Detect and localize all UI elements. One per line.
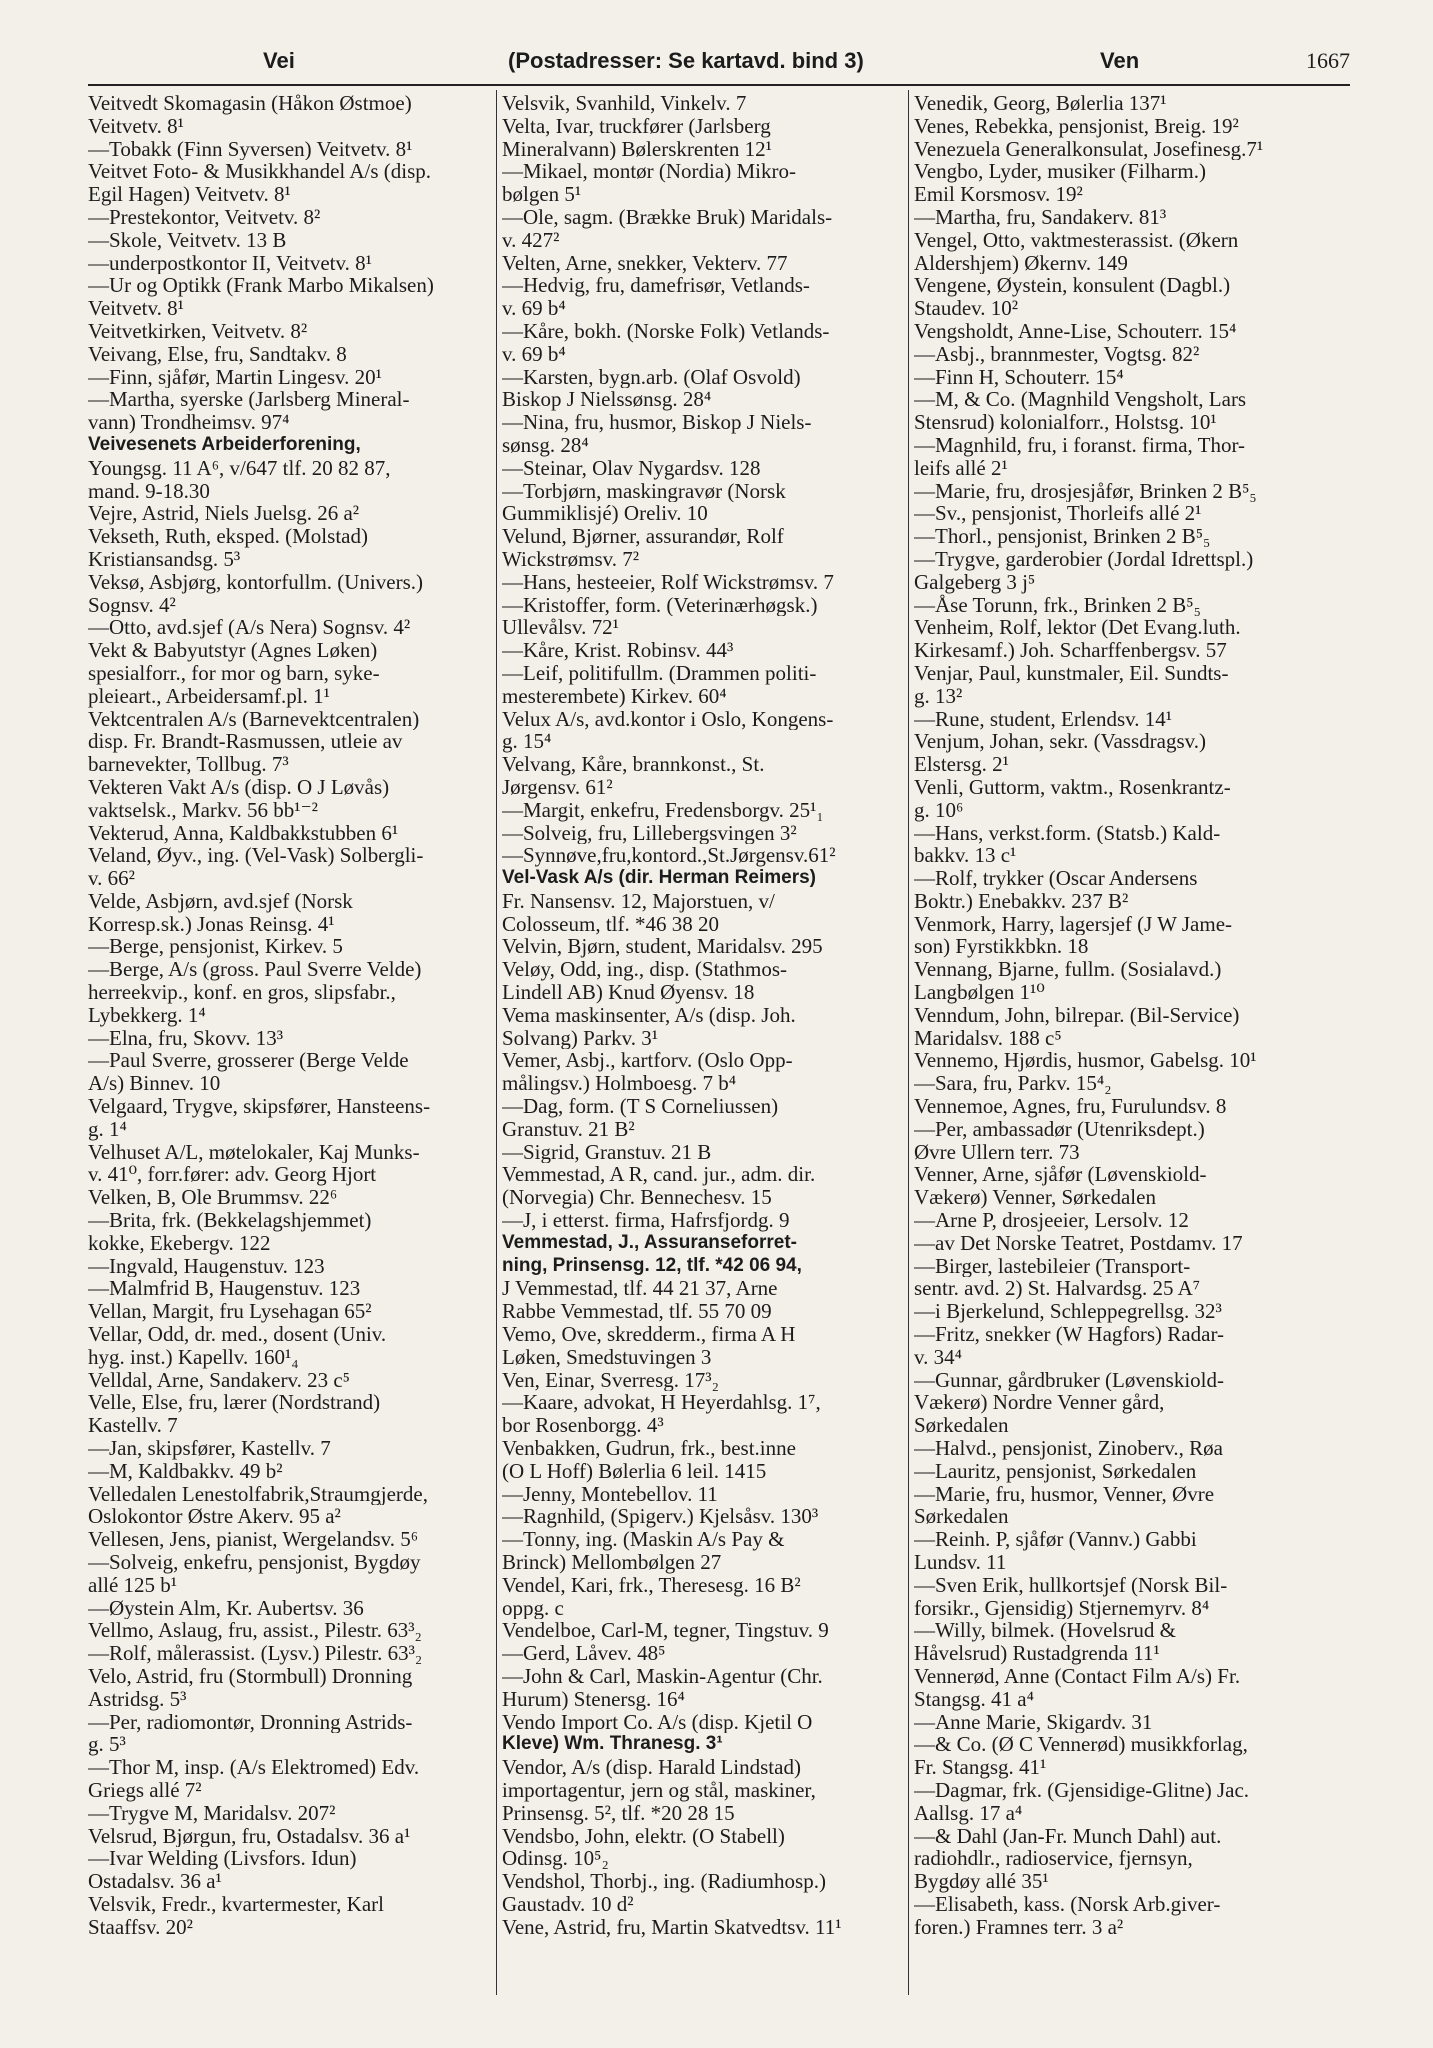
directory-entry-line: —Martha, fru, Sandakerv. 81³	[914, 205, 1167, 229]
directory-entry-line: ning, Prinsensg. 12, tlf. *42 06 94,	[502, 1254, 802, 1276]
directory-entry-line: —Thorl., pensjonist, Brinken 2 B⁵₅	[914, 525, 1211, 548]
directory-entry-line: Øvre Ullern terr. 73	[914, 1140, 1080, 1164]
directory-entry-line: g. 13²	[914, 684, 963, 708]
directory-entry-line: —M, Kaldbakkv. 49 b²	[88, 1459, 283, 1483]
directory-entry-line: Egil Hagen) Veitvetv. 8¹	[88, 183, 291, 206]
header-note: (Postadresser: Se kartavd. bind 3)	[508, 48, 864, 73]
directory-entry-line: Velo, Astrid, fru (Stormbull) Dronning	[88, 1664, 413, 1688]
directory-entry-line: Veitvet Foto- & Musikkhandel A/s (disp.	[88, 160, 431, 184]
directory-entry-line: Oslokontor Østre Akerv. 95 a²	[88, 1505, 341, 1529]
directory-entry-line: Velde, Asbjørn, avd.sjef (Norsk	[88, 889, 353, 913]
directory-entry-line: Gaustadv. 10 d²	[502, 1892, 634, 1916]
directory-entry-line: Vendor, A/s (disp. Harald Lindstad)	[502, 1756, 801, 1779]
directory-entry-line: v. 41⁰, forr.fører: adv. Georg Hjort	[88, 1163, 377, 1187]
directory-entry-line: Galgeberg 3 j⁵	[914, 570, 1036, 594]
directory-entry-line: Veland, Øyv., ing. (Vel-Vask) Solbergli-	[88, 844, 424, 868]
directory-entry-line: Velgaard, Trygve, skipsfører, Hansteens-	[88, 1095, 431, 1118]
directory-entry-line: —Margit, enkefru, Fredensborgv. 25¹₁	[502, 798, 824, 822]
directory-entry-line: A/s) Binnev. 10	[88, 1072, 221, 1096]
directory-entry-line: leifs allé 2¹	[914, 456, 1008, 480]
column-divider	[908, 90, 909, 1995]
directory-entry-line: —& Co. (Ø C Vennerød) musikkforlag,	[914, 1733, 1248, 1757]
directory-entry-line: Venezuela Generalkonsulat, Josefinesg.7¹	[914, 137, 1264, 161]
directory-entry-line: Hurum) Stenersg. 16⁴	[502, 1687, 685, 1711]
directory-entry-line: —underpostkontor II, Veitvetv. 8¹	[88, 251, 372, 275]
directory-entry-line: son) Fyrstikkbkn. 18	[914, 935, 1089, 959]
directory-entry-line: Astridsg. 5³	[88, 1687, 187, 1711]
directory-entry-line: Boktr.) Enebakkv. 237 B²	[914, 889, 1129, 913]
directory-entry-line: —Hans, hesteeier, Rolf Wickstrømsv. 7	[502, 570, 834, 594]
directory-entry-line: Vejre, Astrid, Niels Juelsg. 26 a²	[88, 502, 360, 526]
directory-entry-line: —Brita, frk. (Bekkelagshjemmet)	[88, 1209, 372, 1232]
directory-entry-line: Staaffsv. 20²	[88, 1915, 193, 1939]
directory-entry-line: —Lauritz, pensjonist, Sørkedalen	[914, 1459, 1197, 1483]
directory-entry-line: Emil Korsmosv. 19²	[914, 183, 1083, 206]
directory-entry-line: Vengbo, Lyder, musiker (Filharm.)	[914, 160, 1206, 184]
directory-entry-line: Vekt & Babyutstyr (Agnes Løken)	[88, 639, 378, 662]
directory-entry-line: vaktselsk., Markv. 56 bb¹⁻²	[88, 798, 318, 822]
directory-entry-line: Veitvedt Skomagasin (Håkon Østmoe)	[88, 92, 412, 115]
directory-entry-line: Venmork, Harry, lagersjef (J W Jame-	[914, 912, 1233, 936]
directory-entry-line: Granstuv. 21 B²	[502, 1117, 635, 1141]
directory-entry-line: Vemmestad, J., Assuranseforret-	[502, 1231, 797, 1253]
directory-entry-line: Velvin, Bjørn, student, Maridalsv. 295	[502, 935, 823, 959]
directory-entry-line: Venner, Arne, sjåfør (Løvenskiold-	[914, 1163, 1207, 1187]
directory-entry-line: Veløy, Odd, ing., disp. (Stathmos-	[502, 958, 788, 982]
directory-entry-line: —Ur og Optikk (Frank Marbo Mikalsen)	[88, 274, 434, 298]
directory-entry-line: Veitvetv. 8¹	[88, 297, 184, 320]
directory-entry-line: —Sven Erik, hullkortsjef (Norsk Bil-	[914, 1573, 1228, 1597]
directory-entry-line: bakkv. 13 c¹	[914, 844, 1017, 868]
directory-entry-line: —Ragnhild, (Spigerv.) Kjelsåsv. 130³	[502, 1505, 819, 1529]
directory-entry-line: Staudev. 10²	[914, 297, 1019, 320]
directory-entry-line: g. 10⁶	[914, 798, 964, 822]
directory-entry-line: Venjum, Johan, sekr. (Vassdragsv.)	[914, 730, 1207, 754]
directory-entry-line: —Mikael, montør (Nordia) Mikro-	[502, 160, 796, 184]
directory-entry-line: —Rune, student, Erlendsv. 14¹	[914, 707, 1173, 731]
directory-entry-line: v. 69 b⁴	[502, 297, 566, 320]
directory-entry-line: Fr. Nansensv. 12, Majorstuen, v/	[502, 889, 775, 913]
directory-entry-line: bølgen 5¹	[502, 183, 582, 206]
directory-entry-line: Venli, Guttorm, vaktm., Rosenkrantz-	[914, 775, 1231, 799]
directory-entry-line: forsikr., Gjensidig) Stjernemyrv. 8⁴	[914, 1596, 1210, 1620]
directory-entry-line: Sørkedalen	[914, 1505, 1009, 1529]
directory-entry-line: —Elisabeth, kass. (Norsk Arb.giver-	[914, 1892, 1221, 1916]
directory-entry-line: mand. 9-18.30	[88, 479, 210, 503]
directory-entry-line: Veitvetkirken, Veitvetv. 8²	[88, 319, 308, 343]
directory-entry-line: Prinsensg. 5², tlf. *20 28 15	[502, 1801, 735, 1825]
directory-entry-line: Ullevålsv. 72¹	[502, 616, 619, 640]
directory-entry-line: Odinsg. 10⁵₂	[502, 1847, 609, 1871]
directory-entry-line: —Magnhild, fru, i foranst. firma, Thor-	[914, 433, 1246, 457]
directory-entry-line: Vene, Astrid, fru, Martin Skatvedtsv. 11¹	[502, 1915, 842, 1939]
directory-entry-line: bor Rosenborgg. 4³	[502, 1414, 664, 1438]
directory-entry-line: —Rolf, målerassist. (Lysv.) Pilestr. 63³₂	[88, 1642, 423, 1665]
directory-entry-line: Velta, Ivar, truckfører (Jarlsberg	[502, 114, 771, 138]
directory-entry-line: —Jenny, Montebellov. 11	[502, 1482, 718, 1506]
directory-entry-line: —Åse Torunn, frk., Brinken 2 B⁵₅	[914, 593, 1201, 617]
directory-entry-line: —Nina, fru, husmor, Biskop J Niels-	[502, 411, 812, 434]
directory-entry-line: —Anne Marie, Skigardv. 31	[914, 1710, 1153, 1734]
directory-entry-line: —Malmfrid B, Haugenstuv. 123	[88, 1277, 361, 1301]
directory-entry-line: (O L Hoff) Bølerlia 6 leil. 1415	[502, 1459, 767, 1483]
directory-entry-line: —Trygve, garderobier (Jordal Idrettspl.)	[914, 547, 1254, 571]
directory-entry-line: —Jan, skipsfører, Kastellv. 7	[88, 1437, 331, 1460]
directory-entry-line: Brinck) Mellombølgen 27	[502, 1551, 722, 1574]
directory-entry-line: —Ivar Welding (Livsfors. Idun)	[88, 1847, 357, 1871]
directory-entry-line: —Steinar, Olav Nygardsv. 128	[502, 456, 761, 480]
directory-entry-line: (Norvegia) Chr. Bennechesv. 15	[502, 1186, 772, 1210]
directory-entry-line: g. 1⁴	[88, 1117, 127, 1141]
directory-entry-line: Vellan, Margit, fru Lysehagan 65²	[88, 1300, 372, 1324]
directory-entry-line: —Arne P, drosjeeier, Lersolv. 12	[914, 1209, 1189, 1232]
directory-entry-line: —Øystein Alm, Kr. Aubertsv. 36	[88, 1596, 364, 1620]
directory-entry-line: —Willy, bilmek. (Hovelsrud &	[914, 1619, 1177, 1643]
directory-entry-line: —Leif, politifullm. (Drammen politi-	[502, 661, 817, 685]
directory-entry-line: Velux A/s, avd.kontor i Oslo, Kongens-	[502, 707, 834, 731]
directory-entry-line: foren.) Framnes terr. 3 a²	[914, 1915, 1124, 1939]
directory-entry-line: herreekvip., konf. en gros, slipsfabr.,	[88, 981, 396, 1004]
directory-entry-line: Velsvik, Svanhild, Vinkelv. 7	[502, 92, 747, 115]
directory-entry-line: Venbakken, Gudrun, frk., best.inne	[502, 1437, 796, 1460]
directory-entry-line: Velsvik, Fredr., kvartermester, Karl	[88, 1892, 384, 1916]
directory-entry-line: —Reinh. P, sjåfør (Vannv.) Gabbi	[914, 1528, 1197, 1551]
column-divider	[496, 90, 497, 1995]
directory-entry-line: —J, i etterst. firma, Hafrsfjordg. 9	[502, 1209, 790, 1232]
directory-entry-line: disp. Fr. Brandt-Rasmussen, utleie av	[88, 730, 403, 754]
directory-entry-line: —Finn H, Schouterr. 15⁴	[914, 365, 1124, 389]
directory-entry-line: Griegs allé 7²	[88, 1778, 202, 1802]
directory-entry-line: Venheim, Rolf, lektor (Det Evang.luth.	[914, 616, 1241, 640]
directory-entry-line: —Ole, sagm. (Brække Bruk) Maridals-	[502, 205, 833, 229]
directory-entry-line: Velle, Else, fru, lærer (Nordstrand)	[88, 1391, 381, 1415]
directory-entry-line: Vengene, Øystein, konsulent (Dagbl.)	[914, 274, 1231, 298]
directory-entry-line: —Marie, fru, drosjesjåfør, Brinken 2 B⁵₅	[914, 479, 1257, 503]
directory-entry-line: —Gerd, Låvev. 48⁵	[502, 1642, 666, 1665]
header-right-keyword: Ven	[1100, 48, 1140, 73]
directory-entry-line: Venjar, Paul, kunstmaler, Eil. Sundts-	[914, 661, 1229, 685]
directory-entry-line: Velten, Arne, snekker, Vekterv. 77	[502, 251, 788, 275]
directory-entry-line: —Torbjørn, maskingravør (Norsk	[502, 479, 786, 503]
directory-entry-line: g. 5³	[88, 1733, 126, 1757]
directory-entry-line: —Martha, syerske (Jarlsberg Mineral-	[88, 388, 410, 412]
directory-entry-line: Vemo, Ove, skredderm., firma A H	[502, 1323, 796, 1346]
directory-entry-line: —Halvd., pensjonist, Zinoberv., Røa	[914, 1437, 1223, 1460]
directory-entry-line: Aallsg. 17 a⁴	[914, 1801, 1023, 1825]
directory-entry-line: Veitvetv. 8¹	[88, 114, 184, 138]
directory-entry-line: —Synnøve,fru,kontord.,St.Jørgensv.61²	[502, 844, 836, 868]
directory-entry-line: J Vemmestad, tlf. 44 21 37, Arne	[502, 1277, 778, 1301]
directory-entry-line: Youngsg. 11 A⁶, v/647 tlf. 20 82 87,	[88, 456, 391, 480]
directory-entry-line: sønsg. 28⁴	[502, 433, 589, 457]
directory-entry-line: —i Bjerkelund, Schleppegrellsg. 32³	[914, 1300, 1222, 1324]
directory-entry-line: —Kåre, bokh. (Norske Folk) Vetlands-	[502, 319, 830, 343]
directory-entry-line: Lindell AB) Knud Øyensv. 18	[502, 981, 755, 1004]
directory-entry-line: —M, & Co. (Magnhild Vengsholt, Lars	[914, 388, 1247, 412]
directory-entry-line: —Hedvig, fru, damefrisør, Vetlands-	[502, 274, 810, 298]
directory-column-3	[914, 92, 1320, 1939]
directory-entry-line: —Dag, form. (T S Corneliussen)	[502, 1095, 779, 1118]
directory-entry-line: Lybekkerg. 1⁴	[88, 1003, 206, 1027]
directory-entry-line: —Kaare, advokat, H Heyerdahlsg. 1⁷,	[502, 1391, 821, 1415]
directory-entry-line: Velken, B, Ole Brummsv. 22⁶	[88, 1186, 338, 1210]
directory-entry-line: sentr. avd. 2) St. Halvardsg. 25 A⁷	[914, 1277, 1201, 1301]
directory-entry-line: Velvang, Kåre, brannkonst., St.	[502, 753, 765, 776]
directory-entry-line: hyg. inst.) Kapellv. 160¹₄	[88, 1345, 299, 1369]
directory-entry-line: Solvang) Parkv. 3¹	[502, 1026, 659, 1050]
directory-entry-line: Venedik, Georg, Bølerlia 137¹	[914, 92, 1167, 115]
directory-entry-line: Vendo Import Co. A/s (disp. Kjetil O	[502, 1710, 813, 1734]
directory-entry-line: Vengel, Otto, vaktmesterassist. (Økern	[914, 228, 1239, 252]
directory-entry-line: —Marie, fru, husmor, Venner, Øvre	[914, 1482, 1215, 1506]
directory-entry-line: Sognsv. 4²	[88, 593, 176, 617]
directory-entry-line: —Prestekontor, Veitvetv. 8²	[88, 205, 321, 229]
directory-entry-line: Vendel, Kari, frk., Theresesg. 16 B²	[502, 1573, 801, 1597]
directory-entry-line: Vennemo, Hjørdis, husmor, Gabelsg. 10¹	[914, 1049, 1257, 1073]
directory-entry-line: Ven, Einar, Sverresg. 17³₂	[502, 1368, 719, 1392]
page-number: 1667	[1306, 48, 1350, 73]
directory-entry-line: Velund, Bjørner, assurandør, Rolf	[502, 525, 784, 548]
directory-entry-line: spesialforr., for mor og barn, syke-	[88, 661, 380, 685]
directory-entry-line: —Solveig, enkefru, pensjonist, Bygdøy	[88, 1551, 421, 1574]
directory-entry-line: Vel-Vask A/s (dir. Herman Reimers)	[502, 867, 817, 889]
directory-entry-line: Vellmo, Aslaug, fru, assist., Pilestr. 63³₂	[88, 1619, 422, 1643]
directory-entry-line: —Birger, lastebileier (Transport-	[914, 1254, 1191, 1278]
directory-entry-line: Vækerø) Nordre Venner gård,	[914, 1391, 1165, 1415]
directory-entry-line: —Sara, fru, Parkv. 15⁴₂	[914, 1072, 1112, 1096]
directory-entry-line: v. 427²	[502, 228, 560, 252]
directory-entry-line: —Finn, sjåfør, Martin Lingesv. 20¹	[88, 365, 382, 389]
directory-entry-line: —Karsten, bygn.arb. (Olaf Osvold)	[502, 365, 801, 389]
directory-entry-line: —Per, radiomontør, Dronning Astrids-	[88, 1710, 413, 1734]
directory-entry-line: kokke, Ekebergv. 122	[88, 1231, 271, 1255]
directory-entry-line: Gummiklisjé) Oreliv. 10	[502, 502, 708, 526]
directory-entry-line: —Thor M, insp. (A/s Elektromed) Edv.	[88, 1756, 420, 1779]
directory-entry-line: Korresp.sk.) Jonas Reinsg. 4¹	[88, 912, 335, 936]
directory-entry-line: v. 69 b⁴	[502, 342, 566, 366]
directory-entry-line: Vekteren Vakt A/s (disp. O J Løvås)	[88, 775, 390, 799]
directory-entry-line: radiohdlr., radioservice, fjernsyn,	[914, 1847, 1193, 1871]
directory-column-1	[88, 92, 494, 1939]
directory-entry-line: Wickstrømsv. 7²	[502, 547, 640, 571]
directory-entry-line: Håvelsrud) Rustadgrenda 11¹	[914, 1642, 1160, 1665]
directory-entry-line: Vellar, Odd, dr. med., dosent (Univ.	[88, 1323, 387, 1346]
directory-entry-line: —Gunnar, gårdbruker (Løvenskiold-	[914, 1368, 1224, 1392]
page-header	[88, 44, 1350, 78]
directory-entry-line: Colosseum, tlf. *46 38 20	[502, 912, 720, 936]
directory-entry-line: —Per, ambassadør (Utenriksdept.)	[914, 1117, 1205, 1141]
directory-entry-line: Vækerø) Venner, Sørkedalen	[914, 1186, 1156, 1210]
directory-entry-line: Mineralvann) Bølerskrenten 12¹	[502, 137, 772, 161]
directory-entry-line: v. 34⁴	[914, 1345, 962, 1369]
directory-entry-line: Vengsholdt, Anne-Lise, Schouterr. 15⁴	[914, 319, 1237, 343]
directory-entry-line: —Sigrid, Granstuv. 21 B	[502, 1140, 712, 1164]
directory-entry-line: Vennerød, Anne (Contact Film A/s) Fr.	[914, 1664, 1241, 1688]
directory-entry-line: Stensrud) kolonialforr., Holstsg. 10¹	[914, 411, 1217, 434]
directory-entry-line: —Berge, pensjonist, Kirkev. 5	[88, 935, 343, 959]
directory-entry-line: oppg. c	[502, 1596, 564, 1620]
directory-entry-line: —John & Carl, Maskin-Agentur (Chr.	[502, 1664, 823, 1688]
directory-entry-line: mesterembete) Kirkev. 60⁴	[502, 684, 727, 708]
directory-entry-line: —Tonny, ing. (Maskin A/s Pay &	[502, 1528, 785, 1551]
directory-entry-line: Vekseth, Ruth, eksped. (Molstad)	[88, 525, 368, 548]
directory-entry-line: Bygdøy allé 35¹	[914, 1870, 1049, 1893]
directory-entry-line: Lundsv. 11	[914, 1551, 1007, 1574]
directory-entry-line: Vemmestad, A R, cand. jur., adm. dir.	[502, 1163, 816, 1187]
directory-entry-line: —Sv., pensjonist, Thorleifs allé 2¹	[914, 502, 1202, 526]
directory-entry-line: —& Dahl (Jan-Fr. Munch Dahl) aut.	[914, 1824, 1222, 1848]
directory-entry-line: importagentur, jern og stål, maskiner,	[502, 1778, 816, 1802]
directory-entry-line: Vektcentralen A/s (Barnevektcentralen)	[88, 707, 420, 731]
header-rule	[88, 84, 1350, 86]
directory-entry-line: —Rolf, trykker (Oscar Andersens	[914, 867, 1198, 890]
directory-entry-line: Maridalsv. 188 c⁵	[914, 1026, 1062, 1050]
directory-entry-line: Aldershjem) Økernv. 149	[914, 251, 1128, 275]
directory-entry-line: Elstersg. 2¹	[914, 753, 1009, 776]
directory-entry-line: målingsv.) Holmboesg. 7 b⁴	[502, 1072, 737, 1096]
directory-entry-line: —Paul Sverre, grosserer (Berge Velde	[88, 1049, 409, 1073]
directory-entry-line: Kleve) Wm. Thranesg. 3¹	[502, 1733, 723, 1755]
directory-entry-line: Vellesen, Jens, pianist, Wergelandsv. 5⁶	[88, 1528, 419, 1551]
directory-entry-line: pleieart., Arbeidersamf.pl. 1¹	[88, 684, 330, 708]
directory-entry-line: Velldal, Arne, Sandakerv. 23 c⁵	[88, 1368, 350, 1392]
directory-entry-line: Fr. Stangsg. 41¹	[914, 1756, 1047, 1779]
directory-entry-line: Vennang, Bjarne, fullm. (Sosialavd.)	[914, 958, 1222, 982]
directory-entry-line: allé 125 b¹	[88, 1573, 178, 1597]
directory-entry-line: Stangsg. 41 a⁴	[914, 1687, 1034, 1711]
directory-entry-line: Vemer, Asbj., kartforv. (Oslo Opp-	[502, 1049, 793, 1073]
directory-entry-line: Rabbe Vemmestad, tlf. 55 70 09	[502, 1300, 772, 1324]
directory-entry-line: —Fritz, snekker (W Hagfors) Radar-	[914, 1323, 1225, 1346]
directory-entry-line: —Kåre, Krist. Robinsv. 44³	[502, 639, 734, 662]
directory-entry-line: Løken, Smedstuvingen 3	[502, 1345, 712, 1369]
directory-entry-line: Kirkesamf.) Joh. Scharffenbergsv. 57	[914, 639, 1227, 662]
directory-entry-line: Velsrud, Bjørgun, fru, Ostadalsv. 36 a¹	[88, 1824, 411, 1848]
directory-entry-line: —Hans, verkst.form. (Statsb.) Kald-	[914, 821, 1221, 845]
directory-entry-line: Veksø, Asbjørg, kontorfullm. (Univers.)	[88, 570, 424, 594]
directory-entry-line: Kristiansandsg. 5³	[88, 547, 241, 571]
directory-entry-line: Langbølgen 1¹⁰	[914, 981, 1045, 1004]
directory-entry-line: Kastellv. 7	[88, 1414, 178, 1438]
directory-entry-line: —Solveig, fru, Lillebergsvingen 3²	[502, 821, 797, 845]
directory-entry-line: —Elna, fru, Skovv. 13³	[88, 1026, 284, 1050]
directory-entry-line: Velhuset A/L, møtelokaler, Kaj Munks-	[88, 1140, 420, 1164]
directory-entry-line: barnevekter, Tollbug. 7³	[88, 753, 289, 776]
directory-entry-line: v. 66²	[88, 867, 135, 890]
directory-column-2	[502, 92, 908, 1939]
directory-entry-line: Velledalen Lenestolfabrik,Straumgjerde,	[88, 1482, 428, 1506]
directory-entry-line: Vennemoe, Agnes, fru, Furulundsv. 8	[914, 1095, 1227, 1118]
header-left-keyword: Vei	[263, 48, 295, 73]
directory-entry-line: Vendsbo, John, elektr. (O Stabell)	[502, 1824, 785, 1848]
directory-entry-line: —Trygve M, Maridalsv. 207²	[88, 1801, 336, 1825]
directory-entry-line: Veivang, Else, fru, Sandtakv. 8	[88, 342, 347, 366]
directory-entry-line: vann) Trondheimsv. 97⁴	[88, 411, 290, 434]
directory-entry-line: Jørgensv. 61²	[502, 775, 613, 799]
directory-entry-line: Vendshol, Thorbj., ing. (Radiumhosp.)	[502, 1870, 826, 1893]
directory-entry-line: —Ingvald, Haugenstuv. 123	[88, 1254, 325, 1278]
directory-entry-line: Sørkedalen	[914, 1414, 1009, 1438]
directory-entry-line: Vendelboe, Carl-M, tegner, Tingstuv. 9	[502, 1619, 829, 1643]
directory-entry-line: —Kristoffer, form. (Veterinærhøgsk.)	[502, 593, 818, 617]
directory-entry-line: —Dagmar, frk. (Gjensidige-Glitne) Jac.	[914, 1778, 1250, 1802]
directory-entry-line: —Otto, avd.sjef (A/s Nera) Sognsv. 4²	[88, 616, 411, 640]
directory-entry-line: Vekterud, Anna, Kaldbakkstubben 6¹	[88, 821, 399, 845]
directory-entry-line: —Asbj., brannmester, Vogtsg. 82²	[914, 342, 1200, 366]
directory-entry-line: g. 15⁴	[502, 730, 552, 754]
directory-entry-line: Venndum, John, bilrepar. (Bil-Service)	[914, 1003, 1240, 1027]
directory-entry-line: —Tobakk (Finn Syversen) Veitvetv. 8¹	[88, 137, 413, 161]
directory-entry-line: —Berge, A/s (gross. Paul Sverre Velde)	[88, 958, 422, 982]
directory-entry-line: Ostadalsv. 36 a¹	[88, 1870, 222, 1893]
directory-entry-line: Veivesenets Arbeiderforening,	[88, 433, 361, 455]
directory-entry-line: Biskop J Nielssønsg. 28⁴	[502, 388, 712, 412]
directory-entry-line: Vema maskinsenter, A/s (disp. Joh.	[502, 1003, 796, 1027]
directory-entry-line: Venes, Rebekka, pensjonist, Breig. 19²	[914, 114, 1239, 138]
directory-entry-line: —av Det Norske Teatret, Postdamv. 17	[914, 1231, 1243, 1255]
directory-entry-line: —Skole, Veitvetv. 13 B	[88, 228, 287, 252]
